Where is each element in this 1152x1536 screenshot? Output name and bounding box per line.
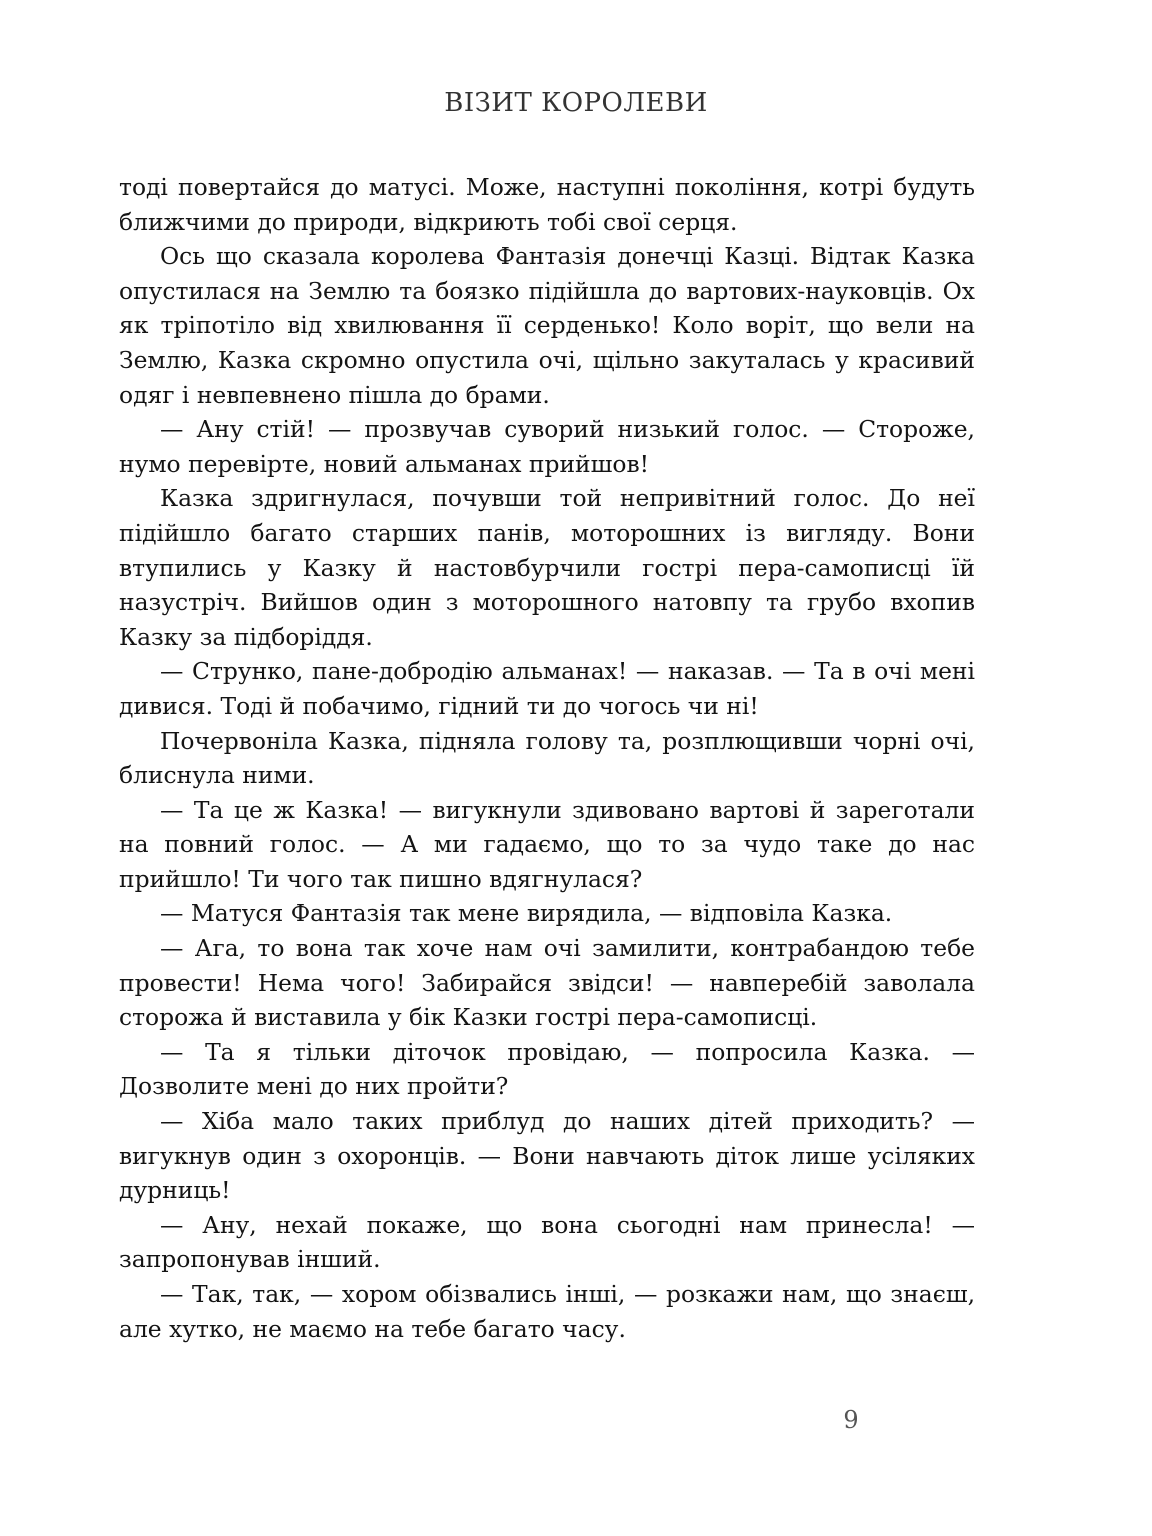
paragraph: — Струнко, пане-добродію альманах! — наказав. — Та в очі мені дивися. Тоді й побачимо, гідний ти до чогось чи ні! <box>119 657 975 720</box>
paragraph: — Ага, то вона так хоче нам очі замилити, контрабандою тебе провести! Нема чого! Забирайся звідси! — навперебій заволала сторожа й виставила у бік Казки гострі пера-самописці. <box>119 934 975 1032</box>
paragraph: — Ану, нехай покаже, що вона сьогодні нам принесла! — запропонував інший. <box>119 1210 975 1274</box>
paragraph: Ось що сказала королева Фантазія донечці Казці. Відтак Казка опустилася на Землю та боязко підійшла до вартових-науковців. Ох як тріпотіло від хвилювання її серденько! Коло воріт, що вели на Землю, Казка скромно опустила очі, щільно закуталась у красивий одяг і невпевнено пішла до брами. <box>119 242 975 409</box>
paragraph: Почервоніла Казка, підняла голову та, розплющивши чорні очі, блиснула ними. <box>119 726 975 790</box>
paragraph: — Хіба мало таких приблуд до наших дітей приходить? — вигукнув один з охоронців. — Вони навчають діток лише усіляких дурниць! <box>119 1107 975 1205</box>
page-number: 9 <box>843 1406 859 1434</box>
paragraph: — Ану стій! — прозвучав суворий низький голос. — Стороже, нумо перевірте, новий альманах прийшов! <box>119 415 975 478</box>
paragraph: тоді повертайся до матусі. Може, наступні покоління, котрі будуть ближчими до природи, відкриють тобі свої серця. <box>119 173 975 236</box>
paragraph: — Та я тільки діточок провідаю, — попросила Казка. — Дозволите мені до них пройти? <box>119 1037 975 1101</box>
body-text <box>119 170 975 1346</box>
paragraph: Казка здригнулася, почувши той непривітний голос. До неї підійшло багато старших панів, моторошних із вигляду. Вони втупились у Казку й настовбурчили гострі пера-самописці їй назустріч. Вийшов один з моторошного натовпу та грубо вхопив Казку за підборіддя. <box>119 484 975 651</box>
paragraph: — Та це ж Казка! — вигукнули здивовано вартові й зареготали на повний голос. — А ми гадаємо, що то за чудо таке до нас прийшло! Ти чого так пишно вдягнулася? <box>119 795 975 893</box>
running-title-text: ВІЗИТ КОРОЛЕВИ <box>444 88 708 118</box>
running-title <box>0 88 1152 118</box>
paragraph: — Так, так, — хором обізвались інші, — розкажи нам, що знаєш, але хутко, не маємо на тебе багато часу. <box>119 1280 975 1343</box>
paragraph: — Матуся Фантазія так мене вирядила, — відповіла Казка. <box>160 899 893 928</box>
